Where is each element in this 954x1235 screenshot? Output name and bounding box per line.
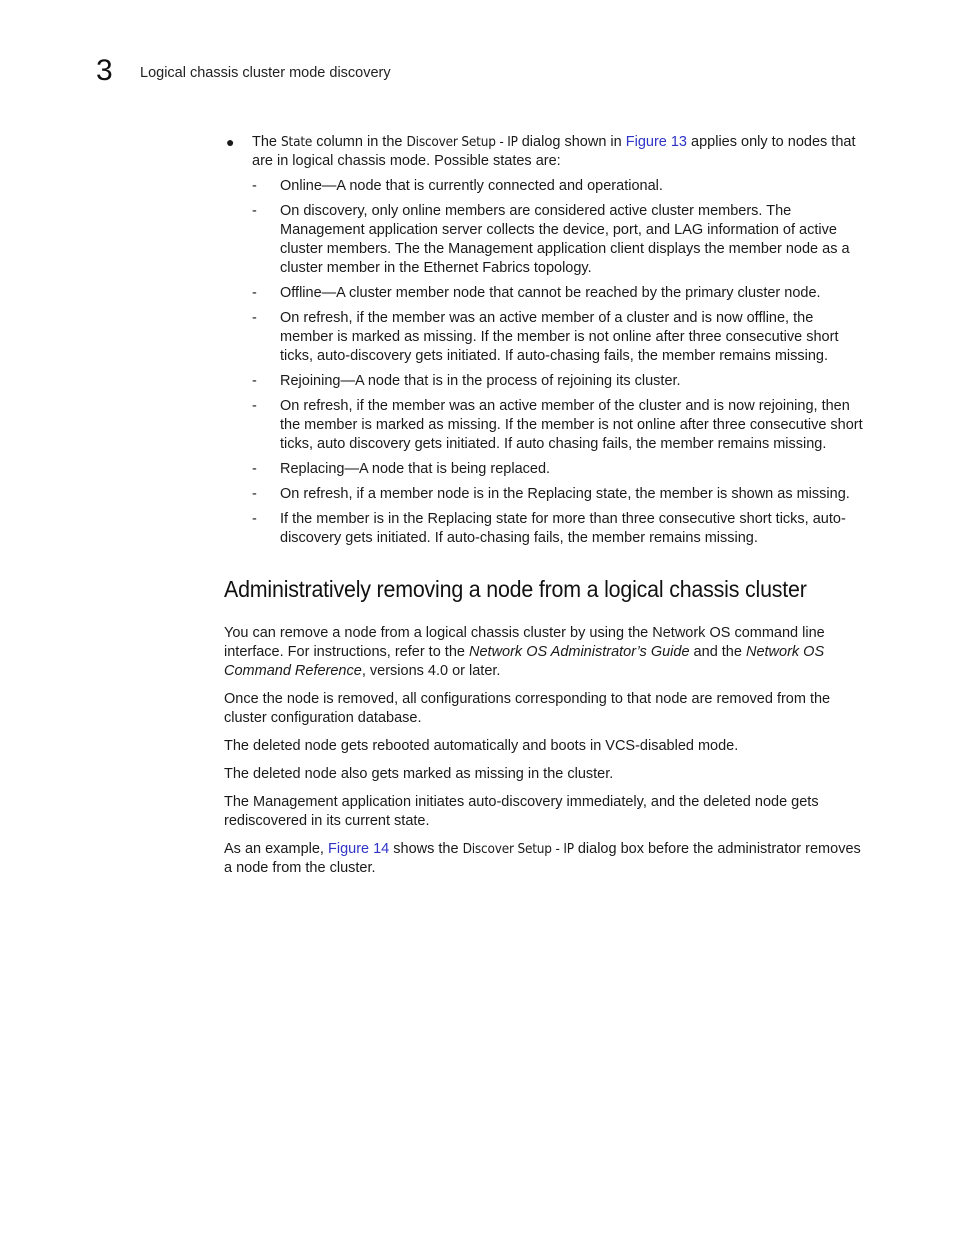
- paragraph-text: , versions 4.0 or later.: [361, 663, 501, 679]
- list-item-text: On refresh, if the member was an active member of the cluster and is now rejoining, then the member is marked as missing. If the member is not online after three consecutive short ticks, auto discovery gets initiated. If auto chasing fails, the member remains missing.: [280, 398, 863, 452]
- paragraph-example: [224, 840, 870, 878]
- section-heading: Administratively removing a node from a logical chassis cluster: [224, 576, 807, 602]
- dash-icon: -: [252, 486, 257, 502]
- paragraph-config-removed: Once the node is removed, all configurations corresponding to that node are removed from the cluster configuration database.: [224, 691, 831, 726]
- dash-icon: -: [252, 398, 257, 414]
- admin-guide-title: Network OS Administrator’s Guide: [469, 644, 690, 660]
- paragraph-text: dialog box before the administrator removes a node from the cluster.: [224, 841, 861, 876]
- bullet-text: column in the: [312, 134, 407, 150]
- state-bullet: [224, 133, 870, 548]
- figure-14-link[interactable]: Figure 14: [327, 841, 390, 857]
- running-head: Logical chassis cluster mode discovery: [140, 65, 391, 81]
- list-item: [252, 284, 870, 303]
- paragraph-text: shows the: [389, 841, 463, 857]
- paragraph-remove-node: [224, 624, 870, 681]
- list-item: [252, 309, 870, 366]
- dash-icon: -: [252, 203, 257, 219]
- bullet-text: dialog shown in: [517, 134, 626, 150]
- dash-icon: -: [252, 178, 257, 194]
- list-item-text: On refresh, if the member was an active member of a cluster and is now offline, the member is marked as missing. If the member is not online after three consecutive short ticks, auto-discovery gets initiated. If auto-chasing fails, the member remains missing.: [280, 310, 839, 364]
- list-item-text: On discovery, only online members are considered active cluster members. The Management application server collects the device, port, and LAG information of active cluster members. The the Management application client displays the member node as a cluster member in the Ethernet Fabrics topology.: [280, 203, 850, 276]
- paragraph-text: As an example,: [224, 841, 328, 857]
- list-item: [252, 397, 870, 454]
- paragraph-missing: The deleted node also gets marked as missing in the cluster.: [224, 766, 614, 782]
- list-item-text: Replacing—A node that is being replaced.: [280, 461, 551, 477]
- chapter-number: 3: [96, 54, 113, 87]
- list-item-text: On refresh, if a member node is in the Replacing state, the member is shown as missing.: [280, 486, 850, 502]
- list-item: [252, 372, 870, 391]
- bullet-text: The: [252, 134, 282, 150]
- paragraph-text: You can remove a node from a logical chassis cluster by using the Network OS command line interface. For instructions, refer to the: [224, 625, 825, 660]
- dash-icon: -: [252, 373, 257, 389]
- list-item: [252, 202, 870, 278]
- bullet-text: applies only to nodes that are in logical chassis mode. Possible states are:: [252, 134, 856, 169]
- list-item: [252, 510, 870, 548]
- list-item-text: Online—A node that is currently connected and operational.: [280, 178, 663, 194]
- list-item-text: If the member is in the Replacing state for more than three consecutive short ticks, auto-discovery gets initiated. If auto-chasing fails, the member remains missing.: [280, 511, 846, 546]
- list-item-text: Offline—A cluster member node that cannot be reached by the primary cluster node.: [280, 285, 821, 301]
- figure-13-link[interactable]: Figure 13: [625, 134, 687, 150]
- command-reference-title: Network OS Command Reference: [224, 644, 825, 679]
- dash-icon: -: [252, 310, 257, 326]
- paragraph-rediscovery: The Management application initiates auto-discovery immediately, and the deleted node gets rediscovered in its current state.: [224, 794, 819, 829]
- paragraph-text: and the: [689, 644, 746, 660]
- list-item: [252, 177, 870, 196]
- list-item: [252, 485, 870, 504]
- bullet-dot-icon: ●: [226, 134, 235, 150]
- state-term: State: [281, 134, 313, 150]
- dialog-term: Discover Setup - IP: [406, 134, 518, 150]
- list-item: [252, 460, 870, 479]
- dash-icon: -: [252, 285, 257, 301]
- states-list: [252, 177, 870, 548]
- page-content: [224, 133, 870, 887]
- dash-icon: -: [252, 511, 257, 527]
- list-item-text: Rejoining—A node that is in the process of rejoining its cluster.: [280, 373, 681, 389]
- dash-icon: -: [252, 461, 257, 477]
- paragraph-reboot: The deleted node gets rebooted automatically and boots in VCS-disabled mode.: [224, 738, 739, 754]
- dialog-term: Discover Setup - IP: [462, 841, 574, 857]
